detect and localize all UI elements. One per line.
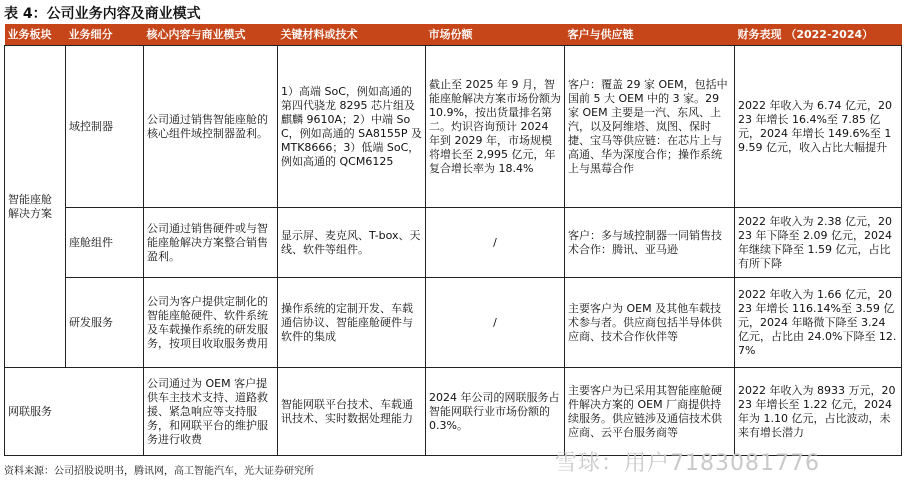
subsegment-cell: 座舱组件 [66,208,144,278]
table-row [5,278,902,368]
header-cell: 业务细分 [66,24,144,46]
watermark: 雪球：用户7183081776 [555,451,820,476]
finance-cell: 2022 年收入为 2.38 亿元，2023 年下降至 2.09 亿元，2024 年继续下降至 1.59 亿元，占比有所下降 [735,208,902,278]
header-row [5,24,902,46]
supply-cell: 客户：覆盖 29 家 OEM，包括中国前 5 大 OEM 中的 3 家。29 家 OEM 主要是一汽、东风、上汽，以及阿维塔、岚图、保时捷、宝马等供应链：在芯片上与高通、华为深度合作；操作系统上与黑莓合作 [565,46,735,208]
finance-cell: 2022 年收入为 8933 万元，2023 年增长至 1.22 亿元，2024 年为 1.10 亿元，占比波动，未来有增长潜力 [735,368,902,456]
source-note: 资料来源：公司招股说明书，腾讯网，高工智能汽车，光大证券研究所 [4,466,314,477]
header-cell: 客户与供应链 [565,24,735,46]
header-cell: 市场份额 [426,24,565,46]
share-cell: 2024 年公司的网联服务占智能网联行业市场份额的 0.3%。 [426,368,565,456]
header-cell: 核心内容与商业模式 [144,24,278,46]
table-row [5,368,902,456]
share-cell: / [426,278,565,368]
model-cell: 公司通过为 OEM 客户提供车主技术支持、道路救援、紧急响应等支持服务，和网联平台的维护服务进行收费 [144,368,278,456]
supply-cell: 客户：多与域控制器一同销售技术合作：腾讯、亚马逊 [565,208,735,278]
header-cell: 关键材料或技术 [278,24,426,46]
model-cell: 公司为客户提供定制化的智能座舱硬件、软件系统及车载操作系统的研发服务，按项目收取服务费用 [144,278,278,368]
business-table [4,24,902,456]
segment-cell: 网联服务 [5,368,144,456]
share-cell: / [426,208,565,278]
tech-cell: 操作系统的定制开发、车载通信协议、智能座舱硬件与软件的集成 [278,278,426,368]
model-cell: 公司通过销售硬件或与智能座舱解决方案整合销售盈利。 [144,208,278,278]
tech-cell: 1）高端 SoC，例如高通的第四代骁龙 8295 芯片组及麒麟 9610A；2）中端 SoC，例如高通的 SA8155P 及 MTK8666；3）低端 SoC，例如高通的 QCM6125 [278,46,426,208]
supply-cell: 主要客户为已采用其智能座舱硬件解决方案的 OEM 厂商提供持续服务。供应链涉及通信技术供应商、云平台服务商等 [565,368,735,456]
finance-cell: 2022 年收入为 1.66 亿元，2023 年增长 116.14%至 3.59 亿元，2024 年略微下降至 3.24 亿元，占比由 24.0%下降至 12.7% [735,278,902,368]
table-row [5,46,902,208]
tech-cell: 显示屏、麦克风、T-box、天线、软件等组件。 [278,208,426,278]
header-cell: 财务表现 （2022-2024） [735,24,902,46]
finance-cell: 2022 年收入为 6.74 亿元，2023 年增长 16.4%至 7.85 亿元，2024 年增长 149.6%至 19.59 亿元，收入占比大幅提升 [735,46,902,208]
table-row [5,208,902,278]
supply-cell: 主要客户为 OEM 及其他车载技术参与者。供应商包括半导体供应商、技术合作伙伴等 [565,278,735,368]
tech-cell: 智能网联平台技术、车载通讯技术、实时数据处理能力 [278,368,426,456]
subsegment-cell: 研发服务 [66,278,144,368]
share-cell: 截止至 2025 年 9 月，智能座舱解决方案市场份额为 10.9%，按出货量排名第二。灼识咨询预计 2024 年到 2029 年，市场规模将增长至 2,995 亿元，年复合增长率为 18.4% [426,46,565,208]
subsegment-cell: 域控制器 [66,46,144,208]
header-cell: 业务板块 [5,24,66,46]
model-cell: 公司通过销售智能座舱的核心组件域控制器盈利。 [144,46,278,208]
segment-cell: 智能座舱解决方案 [5,46,66,368]
table-title: 表 4：公司业务内容及商业模式 [4,6,201,22]
